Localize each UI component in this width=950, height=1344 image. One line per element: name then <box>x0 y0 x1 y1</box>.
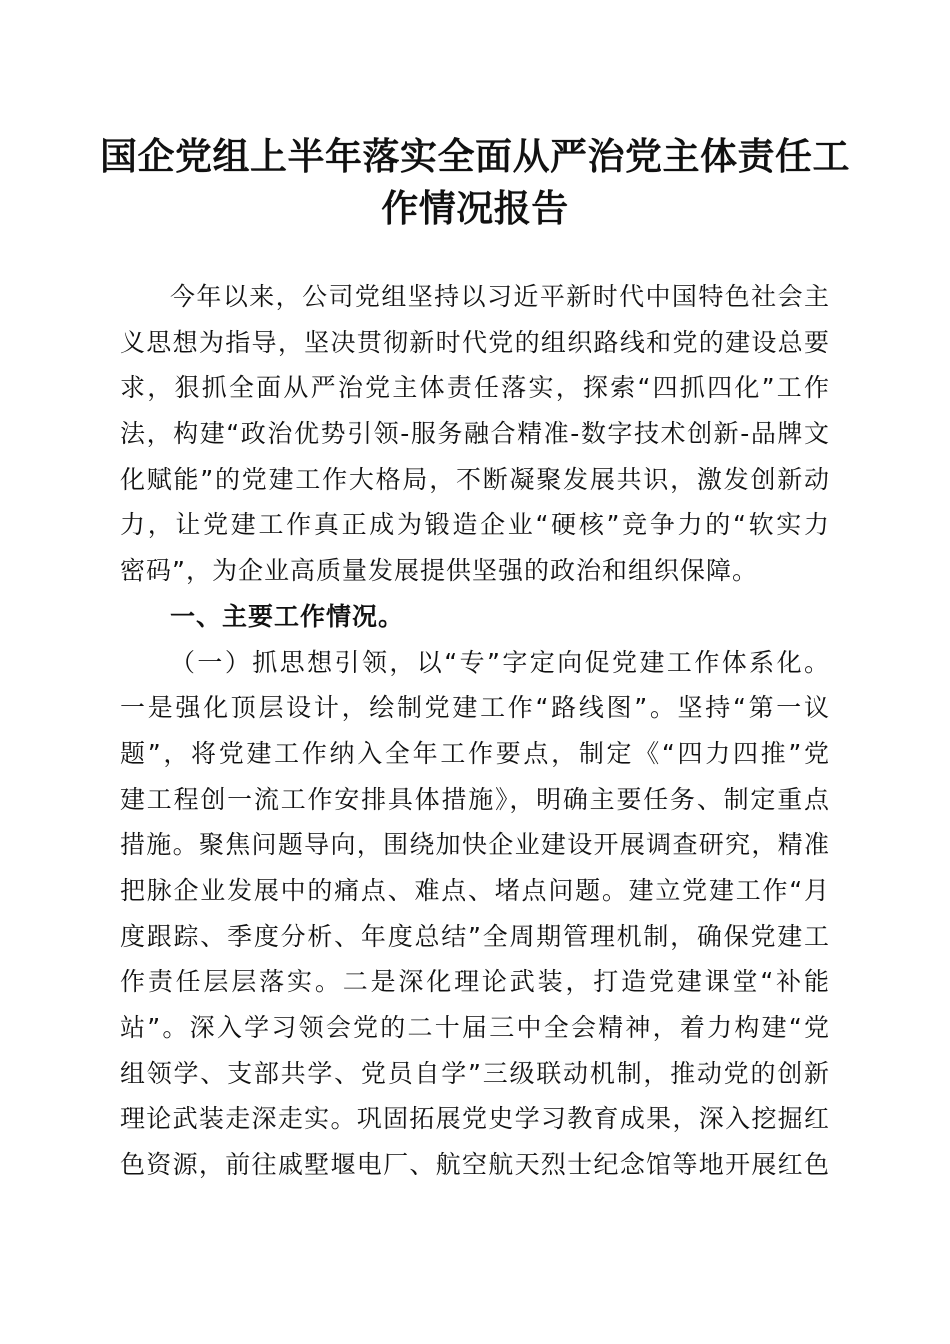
paragraph-line: 作责任层层落实。二是深化理论武装，打造党建课堂“补能 <box>120 967 830 997</box>
paragraph-line: 求，狠抓全面从严治党主体责任落实，探索“四抓四化”工作 <box>120 373 830 403</box>
paragraph-line: 站”。深入学习领会党的二十届三中全会精神，着力构建“党 <box>120 1013 830 1042</box>
paragraph-line: 建工程创一流工作安排具体措施》，明确主要任务、制定重点 <box>120 784 830 814</box>
paragraph-line: 今年以来，公司党组坚持以习近平新时代中国特色社会主 <box>170 282 830 311</box>
title-line: 国企党组上半年落实全面从严治党主体责任工 <box>100 134 850 178</box>
paragraph-line: 措施。聚焦问题导向，围绕加快企业建设开展调查研究，精准 <box>120 830 830 860</box>
paragraph-line: 色资源，前往戚墅堰电厂、航空航天烈士纪念馆等地开展红色 <box>120 1150 830 1180</box>
paragraph-line: 化赋能”的党建工作大格局，不断凝聚发展共识，激发创新动 <box>120 464 830 494</box>
section-heading: 一、主要工作情况。 <box>170 601 405 631</box>
paragraph-line: 一是强化顶层设计，绘制党建工作“路线图”。坚持“第一议 <box>120 693 830 723</box>
paragraph-line: 密码”，为企业高质量发展提供坚强的政治和组织保障。 <box>120 556 758 586</box>
paragraph-line: 组领学、支部共学、党员自学”三级联动机制，推动党的创新 <box>120 1058 830 1088</box>
intro-paragraph <box>120 274 830 594</box>
paragraph-line: 把脉企业发展中的痛点、难点、堵点问题。建立党建工作“月 <box>120 875 830 905</box>
paragraph-line: 义思想为指导，坚决贯彻新时代党的组织路线和党的建设总要 <box>120 327 830 357</box>
paragraph-line: 理论武装走深走实。巩固拓展党史学习教育成果，深入挖掘红 <box>120 1104 830 1134</box>
paragraph-line: 法，构建“政治优势引领-服务融合精准-数字技术创新-品牌文 <box>120 419 830 449</box>
paragraph-line: 力，让党建工作真正成为锻造企业“硬核”竞争力的“软实力 <box>120 510 830 540</box>
paragraph-line: 题”，将党建工作纳入全年工作要点，制定《“四力四推”党 <box>120 738 830 768</box>
document-body <box>120 274 830 1188</box>
title-line: 作情况报告 <box>381 186 569 230</box>
paragraph-line: 度跟踪、季度分析、年度总结”全周期管理机制，确保党建工 <box>120 921 830 951</box>
document-title <box>100 130 850 234</box>
section-paragraph <box>120 640 830 1188</box>
paragraph-line: （一）抓思想引领，以“专”字定向促党建工作体系化。 <box>170 647 830 677</box>
